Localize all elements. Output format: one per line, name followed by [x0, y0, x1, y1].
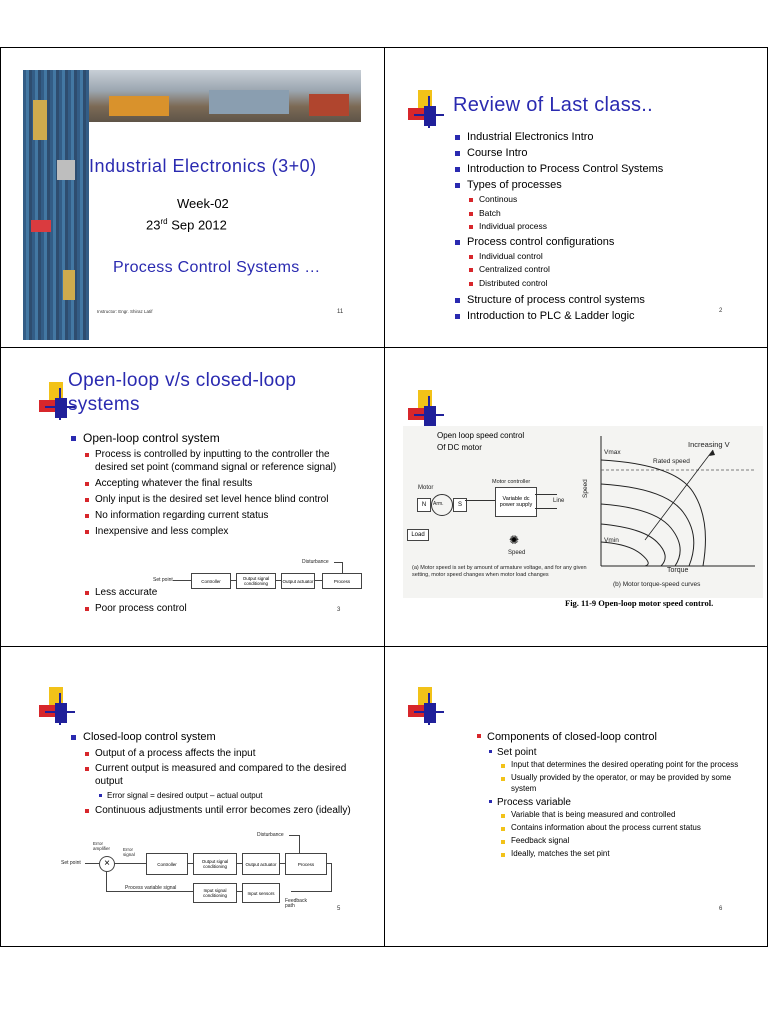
disturbance-label: Disturbance [302, 559, 329, 565]
open-loop-item: Poor process control [83, 602, 359, 615]
open-loop-item: Accepting whatever the final results [83, 477, 359, 490]
s-pole: S [453, 498, 467, 512]
slide-5-logo [39, 687, 79, 727]
speed-knob-icon: ✺ [509, 533, 520, 547]
open-loop-list [69, 430, 359, 538]
power-supply-box: Variable dc power supply [495, 487, 537, 517]
slide-2-title: Review of Last class.. [453, 94, 654, 116]
cl-conditioning-box: Output signal conditioning [193, 853, 237, 875]
review-subitem: Continous [467, 193, 753, 207]
slide-6-page-number: 6 [719, 906, 723, 912]
figure-caption: Fig. 11-9 Open-loop motor speed control. [565, 598, 714, 608]
closed-loop-diagram [59, 831, 339, 915]
speed-axis-label: Speed [582, 479, 589, 498]
rated-speed-label: Rated speed [653, 458, 690, 465]
error-sig-label: Error signal [123, 847, 135, 857]
slide-2-logo [408, 90, 448, 130]
closed-loop-subitem: Error signal = desired output – actual output [97, 790, 364, 802]
open-loop-item: Inexpensive and less complex [83, 525, 359, 538]
cl-sensors-box: Input sensors [242, 883, 280, 903]
week-label: Week-02 [177, 196, 229, 211]
slide-6 [385, 647, 767, 945]
review-subitem: Centralized control [467, 263, 753, 277]
factory-photo [89, 70, 361, 122]
open-loop-heading: Open-loop control system [69, 430, 359, 446]
cl-disturbance-label: Disturbance [257, 832, 284, 838]
review-item: Course Intro [453, 145, 753, 161]
actuator-box: Output actuator [281, 573, 315, 589]
open-loop-list-continued [69, 586, 359, 615]
note-line-2: Of DC motor [437, 443, 482, 452]
motor-controller-label: Motor controller [492, 479, 531, 485]
pv-item: Feedback signal [499, 835, 747, 846]
note-line-1: Open loop speed control [437, 431, 525, 440]
slide-2-page-number: 2 [719, 308, 723, 314]
slide-1-subtitle: Process Control Systems … [113, 259, 321, 276]
pv-signal-label: Process variable signal [125, 885, 177, 891]
setpoint-item: Input that determines the desired operating point for the process [499, 759, 747, 770]
date-day: 23 [146, 217, 161, 233]
date-label [146, 217, 227, 232]
slide-6-logo [408, 687, 448, 727]
components-heading: Components of closed-loop control [475, 729, 745, 745]
caption-a: (a) Motor speed is set by amount of armature voltage, and for any given setting, motor speed changes when motor load changes [412, 565, 587, 578]
cl-process-box: Process [285, 853, 327, 875]
review-item: Introduction to PLC & Ladder logic [453, 308, 753, 324]
pv-item: Ideally, matches the set pint [499, 848, 747, 859]
slide-1 [1, 48, 384, 346]
review-list [453, 129, 753, 324]
slide-2 [385, 48, 767, 346]
review-item: Industrial Electronics Intro [453, 129, 753, 145]
vmin-label: Vmin [604, 537, 619, 544]
closed-loop-item: Current output is measured and compared to the desired output [83, 762, 364, 788]
review-item: Types of processes [453, 177, 753, 193]
torque-axis-label: Torque [667, 567, 689, 574]
conditioning-box: Output signal conditioning [236, 573, 276, 589]
error-amp-label: Error amplifier [93, 841, 111, 851]
slide-1-page-number: 11 [337, 309, 344, 315]
slide-3-title-line2: systems [68, 394, 140, 415]
review-subitem: Distributed control [467, 277, 753, 291]
speed-label: Speed [508, 550, 526, 556]
load-box: Load [407, 529, 429, 541]
pv-heading: Process variable [487, 796, 747, 809]
review-item: Structure of process control systems [453, 292, 753, 308]
cl-input-cond-box: Input signal conditioning [193, 883, 237, 903]
open-loop-item: Only input is the desired set level hence blind control [83, 493, 359, 506]
slide-4-logo [408, 390, 448, 430]
setpoint-heading: Set point [487, 746, 747, 759]
slide-3-title-line1: Open-loop v/s closed-loop [68, 370, 297, 391]
grid-line-bottom [0, 946, 768, 947]
slide-1-title: Industrial Electronics (3+0) [89, 156, 317, 176]
circuit-board-image [23, 70, 89, 340]
increasing-label: Increasing V [688, 440, 730, 449]
date-sup: rd [160, 217, 168, 226]
slide-5 [1, 647, 384, 945]
slide-5-page-number: 5 [337, 906, 341, 912]
open-loop-item: Less accurate [83, 586, 359, 599]
slide-3 [1, 348, 384, 645]
feedback-label: Feedback path [285, 898, 307, 909]
setpoint-item: Usually provided by the operator, or may be provided by some system [499, 772, 747, 794]
cl-setpoint-label: Set point [61, 860, 81, 866]
closed-loop-heading: Closed-loop control system [69, 729, 364, 745]
controller-box: Controller [191, 573, 231, 589]
motor-label: Motor [418, 485, 434, 491]
review-item: Introduction to Process Control Systems [453, 161, 753, 177]
caption-b: (b) Motor torque-speed curves [613, 581, 701, 588]
closed-loop-item: Continuous adjustments until error becomes zero (ideally) [83, 804, 364, 817]
cl-controller-box: Controller [146, 853, 188, 875]
instructor-label: Instructor: Engr. Shiraz Latif [97, 309, 153, 314]
process-box: Process [322, 573, 362, 589]
vmax-label: Vmax [604, 449, 621, 456]
pv-item: Variable that is being measured and controlled [499, 809, 747, 820]
open-loop-item: Process is controlled by inputting to the controller the desired set point (command signal or reference signal) [83, 448, 359, 474]
slide-3-page-number: 3 [337, 607, 341, 613]
pv-item: Contains information about the process current status [499, 822, 747, 833]
review-subitem: Batch [467, 207, 753, 221]
n-pole: N [417, 498, 431, 512]
closed-loop-list [69, 729, 364, 817]
cl-actuator-box: Output actuator [242, 853, 280, 875]
review-subitem: Individual control [467, 250, 753, 264]
components-heading-row [475, 729, 745, 745]
slide-4 [385, 348, 767, 645]
open-loop-item: No information regarding current status [83, 509, 359, 522]
setpoint-label: Set point [153, 577, 173, 583]
armature-label: Arm. [433, 501, 444, 507]
summing-junction-icon: × [99, 856, 115, 872]
closed-loop-item: Output of a process affects the input [83, 747, 364, 760]
line-label: Line [553, 498, 565, 504]
date-rest: Sep 2012 [167, 217, 227, 233]
components-list [477, 746, 747, 859]
review-subitem: Individual process [467, 220, 753, 234]
review-item: Process control configurations [453, 234, 753, 250]
